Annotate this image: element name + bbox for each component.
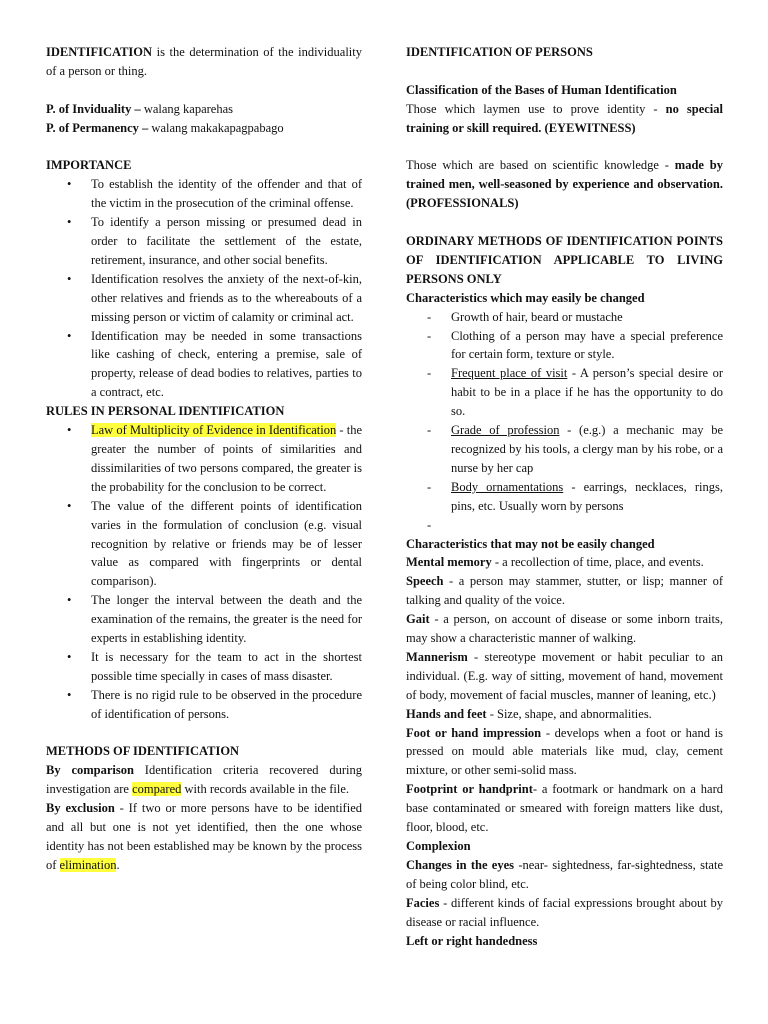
- trait-item: [406, 837, 723, 856]
- right-column: [406, 43, 723, 950]
- trait-text: - a person, on account of disease or some inborn traits, may show a characteristic manner of walking.: [406, 612, 723, 646]
- list-item: • To establish the identity of the offender and that of the victim in the prosecution of the criminal offense.: [46, 175, 362, 213]
- by-comparison-text-end: with records available in the file.: [181, 782, 350, 797]
- principle-individuality-term: P. of Inviduality –: [46, 101, 141, 116]
- ordinary-methods-heading: [406, 232, 723, 289]
- trait-term: Foot or hand impression: [406, 725, 542, 740]
- trait-item: [406, 894, 723, 932]
- importance-heading-text: IMPORTANCE: [46, 158, 132, 173]
- trait-term: Facies: [406, 895, 440, 910]
- importance-heading: [46, 156, 362, 175]
- not-changed-heading-text: Characteristics that may not be easily changed: [406, 536, 655, 551]
- by-exclusion-text: - If two or more persons have to be identified and all but one is not yet identified, then the one whose identity has not been established may be known by the process of: [46, 801, 362, 872]
- principle-permanency-term: P. of Permanency –: [46, 120, 149, 135]
- intro-term: IDENTIFICATION: [46, 45, 153, 59]
- intro-text: is the determination of the individuality of a person or thing.: [46, 45, 362, 78]
- underlined-term: Body ornamentations: [451, 479, 564, 494]
- list-item: • Identification may be needed in some transactions like cashing of check, entering a premise, sale of property, release of dead bodies to relatives, parties to a contract, etc.: [46, 327, 362, 403]
- trait-text: - a recollection of time, place, and events.: [491, 555, 704, 570]
- trait-item: [406, 932, 723, 951]
- rules-heading: [46, 402, 362, 421]
- not-changed-heading: [406, 535, 723, 554]
- trait-text: -near- sightedness, far-sightedness, state of being color blind, etc.: [406, 857, 723, 891]
- trait-term: Left or right handedness: [406, 933, 538, 948]
- trait-term: Mental memory: [406, 555, 492, 570]
- left-column: [46, 43, 362, 875]
- trait-term: Gait: [406, 612, 430, 627]
- trait-text: - Size, shape, and abnormalities.: [486, 706, 652, 721]
- item-text: - earrings, necklaces, rings, pins, etc. Usually worn by persons: [451, 479, 723, 513]
- list-item: • There is no rigid rule to be observed in the procedure of identification of persons.: [46, 686, 362, 724]
- importance-list: [46, 175, 362, 402]
- list-item: • It is necessary for the team to act in the shortest possible time specially in cases of mass disaster.: [46, 648, 362, 686]
- by-comparison-text: Identification criteria recovered during investigation are: [46, 763, 362, 797]
- highlighted-law: Law of Multiplicity of Evidence in Identification: [91, 423, 337, 438]
- trait-term: Footprint or handprint: [406, 782, 533, 797]
- by-exclusion-term: By exclusion: [46, 801, 115, 816]
- by-exclusion-end: .: [116, 857, 120, 872]
- trait-term: Hands and feet: [406, 706, 487, 721]
- rules-heading-text: RULES IN PERSONAL IDENTIFICATION: [46, 404, 285, 419]
- trait-term: Speech: [406, 574, 444, 589]
- trait-item: [406, 856, 723, 894]
- trait-text: - a person may stammer, stutter, or lisp; manner of talking and quality of the voice.: [406, 574, 723, 608]
- list-item-empty: [406, 516, 723, 535]
- scientific-paragraph: [406, 156, 723, 213]
- highlighted-word: elimination: [59, 857, 117, 872]
- scientific-bold: made by trained men, well-seasoned by experience and observation. (PROFESSIONALS): [406, 158, 723, 211]
- classification-heading-text: Classification of the Bases of Human Identification: [406, 82, 677, 97]
- trait-item: [406, 780, 723, 837]
- underlined-term: Frequent place of visit: [451, 366, 568, 381]
- trait-text: - stereotype movement or habit peculiar to an individual. (E.g. way of sitting, movement of hand, movement of body, movement of facial muscles, manner of leaning, etc.): [406, 649, 723, 702]
- trait-term: Complexion: [406, 839, 471, 854]
- item-text: - A person’s special desire or habit to be in a place if he has the opportunity to do so.: [451, 366, 724, 419]
- rules-list: [46, 421, 362, 724]
- changed-heading: [406, 289, 723, 308]
- intro-paragraph: [46, 43, 362, 81]
- laymen-text: Those which laymen use to prove identity -: [406, 101, 666, 116]
- item-text: - (e.g.) a mechanic may be recognized by his tools, a clergy man by his robe, or a nurse by her cap: [451, 423, 723, 475]
- trait-item: [406, 553, 723, 572]
- trait-text: - different kinds of facial expressions brought about by disease or racial influence.: [406, 895, 723, 929]
- list-item: - Growth of hair, beard or mustache: [406, 308, 723, 327]
- traits-list: [406, 553, 723, 950]
- list-item: [46, 421, 362, 497]
- methods-heading: [46, 742, 362, 761]
- list-item: • To identify a person missing or presumed dead in order to facilitate the settlement of the estate, retirement, insurance, and other social benefits.: [46, 213, 362, 270]
- trait-term: Changes in the eyes: [406, 857, 515, 872]
- highlighted-word: compared: [132, 782, 182, 797]
- by-exclusion-paragraph: [46, 799, 362, 875]
- list-item: - Clothing of a person may have a special preference for certain form, texture or style.: [406, 327, 723, 365]
- trait-text: - develops when a foot or hand is pressed on mould able materials like mud, clay, cement mixture, or other semi-solid mass.: [406, 725, 723, 778]
- laymen-paragraph: [406, 100, 723, 138]
- list-item: • The longer the interval between the death and the examination of the remains, the greater is the need for experts in establishing identity.: [46, 591, 362, 648]
- page-title-text: IDENTIFICATION OF PERSONS: [406, 45, 593, 59]
- principle-permanency: [46, 119, 362, 138]
- list-item: [406, 421, 723, 478]
- changed-heading-text: Characteristics which may easily be changed: [406, 290, 645, 305]
- trait-item: [406, 705, 723, 724]
- list-item: • The value of the different points of identification varies in the formulation of conclusion (e.g. visual recognition by relative or friends may be of lesser value as compared with fingerprints or dental comparison).: [46, 497, 362, 592]
- rule-text: - the greater the number of points of similarities and dissimilarities of two persons compared, the greater is the probability for the conclusion to be correct.: [91, 423, 362, 494]
- list-item: • Identification resolves the anxiety of the next-of-kin, other relatives and friends as to the whereabouts of a missing person or victim of calamity or criminal act.: [46, 270, 362, 327]
- trait-text: - a footmark or handmark on a hard base contaminated or smeared with foreign matters like dust, floor, blood, etc.: [406, 782, 723, 835]
- principle-individuality-text: walang kaparehas: [140, 101, 234, 116]
- underlined-term: Grade of profession: [451, 423, 560, 438]
- trait-term: Mannerism: [406, 649, 468, 664]
- trait-item: [406, 724, 723, 781]
- methods-heading-text: METHODS OF IDENTIFICATION: [46, 744, 240, 759]
- by-comparison-term: By comparison: [46, 763, 134, 778]
- trait-item: [406, 610, 723, 648]
- list-item: [406, 478, 723, 516]
- laymen-bold: no special training or skill required. (EYEWITNESS): [406, 101, 724, 135]
- principle-permanency-text: walang makakapagpabago: [148, 120, 284, 135]
- page-title: [406, 43, 723, 62]
- scientific-text: Those which are based on scientific knowledge -: [406, 158, 675, 173]
- trait-item: [406, 572, 723, 610]
- principle-individuality: [46, 100, 362, 119]
- ordinary-methods-heading-text: ORDINARY METHODS OF IDENTIFICATION POINTS OF IDENTIFICATION APPLICABLE TO LIVING PERSONS ONLY: [406, 234, 723, 286]
- changed-list: [406, 308, 723, 535]
- list-item: [406, 364, 723, 421]
- classification-heading: [406, 81, 723, 100]
- trait-item: [406, 648, 723, 705]
- by-comparison-paragraph: [46, 761, 362, 799]
